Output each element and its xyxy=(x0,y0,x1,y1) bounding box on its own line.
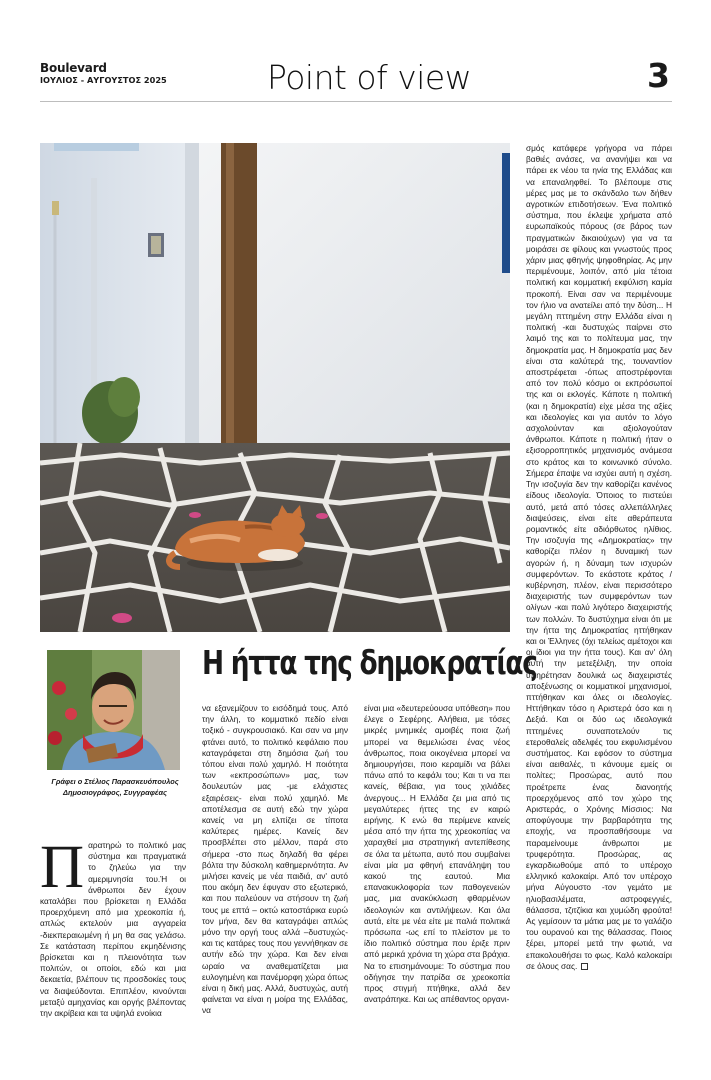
section-title: Point of view xyxy=(267,58,472,97)
article-column-3 xyxy=(364,703,510,1005)
author-portrait xyxy=(47,650,180,770)
column-4-text: σμός κατάφερε γρήγορα να πάρει βαθιές ανάσες, να ανανήψει και να πάρει εκ νέου τα ηνία της Ελλάδας και να επαναληφθεί. Το βλέπουμε στις μέρες μας με το σκάνδαλο των δήθεν αγροτικών επιδοτήσεων. Ένα πολιτικό σύστημα, που έκλεψε χρήματα από ευρωπαϊκούς πόρους (σε βάρος των πραγματικών δικαιούχων) για να τα μοιράσει σε φίλους και γνωστούς προς χάριν μιας φθηνής ψηφοθηρίας. Ας μην περιμένουμε, λοιπόν, από μία τέτοια πολιτική και κομματική εκφύλιση καμία προκοπή. Είναι σαν να περιμένουμε τον ήλιο να ανατείλει από την δύση... Η μεγάλη πττημένη στην Ελλάδα είναι η πολιτική -και δυστυχώς παίρνει στο λαιμό της και το πολίτευμα μας, την δημοκρατία μας. Η δημοκρατία μας δεν είναι στα καλύτερά της, τουναντίον αποστρέφεται -όπως αποστρέφονται από τον πολύ κόσμο οι εκπρόσωποί της και οι εκλογές. Κάποτε η πολιτική (και η δημοκρατία) είχε μέσα της αξίες και ιδεολογίες και για αυτόν το λόγο ασχολούνταν και αξιολογούταν άνθρωποι. Κάποτε η πολιτική ήταν ο εξισορροπητικός μηχανισμός ανάμεσα στο κράτος και το κοινωνικό σύνολο. Σήμερα έπαψε να ισχύει αυτή η σχέση. Την ισοζυγία δεν την καθορίζει κανένος είδους ιδεολογία. Όποιος το πιστεύει αυτό, μετά από τόσες αλλεπάλληλες διαψεύσεις, είναι είτε αθεράπευτα ρομαντικός είτε αδιόρθωτος ηλίθιος. Την ισοζυγία της «Δημοκρατίας» την καθορίζει πλέον η δυναμική των αγορών ή, η δύναμη των ισχυρών συμφερόντων. Το εκάστοτε κράτος / κυβέρνηση, πλέον, είναι περισσότερο διαχειριστής των συμφερόντων των ολίγων -και πολύ λιγότερο διαχειριστής των πολλών. Το δυστύχημα είναι ότι με την ήττα της Δημοκρατίας ηττήθηκαν και οι Έλληνες (όχι τελείως αμέτοχοι και οι ίδιοι για την ήττα τους). Και αν' όλη αυτή την μετεξέλιξη, την οποία υπηρέτησαν δουλικά ως διαχειριστές αποξένωσης οι κομματικοί μηχανισμοί, πττήθηκαν και όλες οι ιδεολογίες. Ηττήθηκαν τόσο η Αριστερά όσο και η Δεξιά. Και οι δύο ως ιδεολογικά πττημένες συναποτελούν τις ετεροθαλείς αδελφές του εκφυλισμένου συστήματος. Και εφόσον το σύστημα είναι αειθαλές, τι κάνουμε εμείς οι πολίτες; Προσώρας, αυτό που προέτρεπε ένας διανοητής προερχόμενος από τον χώρο της Αριστεράς, ο Χρόνης Μίσσιος: Να αποφύγουμε την βαρβαρότητα της εποχής, να προσπαθήσουμε να παραμείνουμε άνθρωποι με τρυφερότητα. Προσώρας, ας εγκαρδιωθούμε από το υπέροχο ελληνικό καλοκαίρι. Από τον υπέροχο μήνα Αύγουστο -τον γεμάτο με ηλιοβασιλέματα, αστροφεγγιές, θάλασσα, τζιτζίκια και χυμώδη φρούτα! Ας γεμίσουν τα μάτια μας με το γαλάζιο του ουρανού και της θάλασσας. Ποιος ξέρει, μπορεί μετά την φωτιά, να επακολουθήσει το φως. Καλό καλοκαίρι σε όλους σας. xyxy=(526,143,672,971)
article-column-4 xyxy=(526,143,672,972)
page-number: 3 xyxy=(647,56,670,95)
article-column-2 xyxy=(202,703,348,1017)
masthead xyxy=(40,58,672,100)
article-headline: Η ήττα της δημοκρατίας xyxy=(202,643,537,682)
header-rule xyxy=(40,101,672,102)
author-byline: Γράφει ο Στέλιος Παρασκευόπουλος Δημοσιογράφος, Συγγραφέας xyxy=(51,777,179,797)
column-2-text: να εξανεμίζουν το εισόδημά τους. Από την άλλη, το κομματικό πεδίο είναι τοξικό - συγκρουσιακό. Και σαν να μην φτάνει αυτό, το πολιτικό κεφάλαιο που καταγράφεται στη δημόσια ζωή του τόπου είναι πολύ χαμηλό. Η ποιότητα των «εκπροσώπων» μας, των δουλευτών μας -με ελάχιστες εξαιρέσεις- είναι πολύ χαμηλό. Με αποτέλεσμα σε αυτή εδώ την χώρα κανείς να μη ελπίζει σε τίποτα καλύτερες ημέρες. Κανείς δεν προσβλέπει στο μέλλον, παρά στο σήμερα -στο πως δηλαδή θα φέρει βόλτα την δύσκολη καθημερινότητα. Αν μιλήσει κανείς με νέα παιδιά, αν' αυτό που ακόμη δεν έφυγαν στο εξωτερικό, και που παλεύουν να στήσουν τη ζωή τους με επτά – οκτώ κατοστάρικα ευρώ τον μήνα, δεν θα καταγράψει απλώς μόνο την οργή τους αλλά –δυστυχώς- και τις κατάρες τους που γεννήθηκαν σε αυτήν εδώ την χώρα. Και δεν είναι ωραίο να αναθεματίζεται μια ευλογημένη και πανέμορφη χώρα όπως είναι η δική μας. Αλλά, δυστυχώς, αυτή φαίνεται να είναι η μοίρα της Ελλάδας, να xyxy=(202,703,348,1016)
brand-name: Boulevard xyxy=(40,61,107,75)
article-column-1 xyxy=(40,834,186,1019)
end-mark-icon xyxy=(581,963,588,970)
street-cat-photo xyxy=(40,143,510,632)
issue-date: ΙΟΥΛΙΟΣ - ΑΥΓΟΥΣΤΟΣ 2025 xyxy=(40,75,167,85)
drop-cap: Π xyxy=(40,834,85,901)
column-3-text: είναι μια «δευτερεύουσα υπόθεση» που έλεγε ο Σεφέρης. Αλήθεια, με τόσες μικρές μνημικές αμοιβές ποια ζωή μπορεί να θεμελιώσει ένας νέος άνθρωπος, ποια οικογένεια μπορεί να δημιουργήσει, ποιο κεραμίδι να βάλει πάνω από το κεφάλι του; Και τι να πει κανείς, θέβαια, για τους χιλιάδες άνεργους... Η Ελλάδα ζει μια από τις μεγαλύτερες ήττες της εν καιρώ ειρήνης. Κ ενώ θα περίμενε κανείς μέσα από την ήττα της χρεοκοπίας να χαραχθεί μια στρατηγική αντεπίθεσης σε όλα τα μέτωπα, αυτό που συμβαίνει είναι μία μα φθηνή επανάληψη του κακού της εαυτού. Μια επανακυκλοφορία των παθογενειών μας, μια ανακύκλωση φθαρμένων ιδεολογιών και αντιλήψεων. Και όλα αυτά, είτε με νέα είτε με παλιά πολιτικά πρόσωπα -ως επί το πλείστον με το ίδιο πολιτικό σύστημα που έριξε πριν από μερικά χρόνια τη χώρα στα βράχια. Να το επισημάνουμε: Το σύστημα που οδήγησε την πατρίδα σε χρεοκοπία προς στιγμή πτήθηκε, αλλά δεν ανατράπηκε. Και ως απέθαντος οργανι- xyxy=(364,703,511,1005)
column-1-text: αρατηρώ το πολιτικό μας σύστημα και πραγματικά το ζηλεύω για την αμεριμνησία του.Ή οι άνθρωποι δεν έχουν καταλάβει που βρίσκεται η Ελλάδα προερχόμενη από μια χρεοκοπία ή, απλώς εκτελούν μια αγγαρεία -διεκπεραιωμένη ή μη θα σας γελάσω. Σε κατάσταση περίπου εκμηδένισης βρίσκεται και η πλειονότητα των πολιτών, οι οποίοι, εδώ και μια δεκαετία, βλέπουν τις προσδοκίες τους να διαψεύδονται. Επιπλέον, κινούνται μεταξύ αμηχανίας και οργής βλέποντας την ακρίβεια και τα υψηλά ενοίκια xyxy=(40,840,186,1019)
